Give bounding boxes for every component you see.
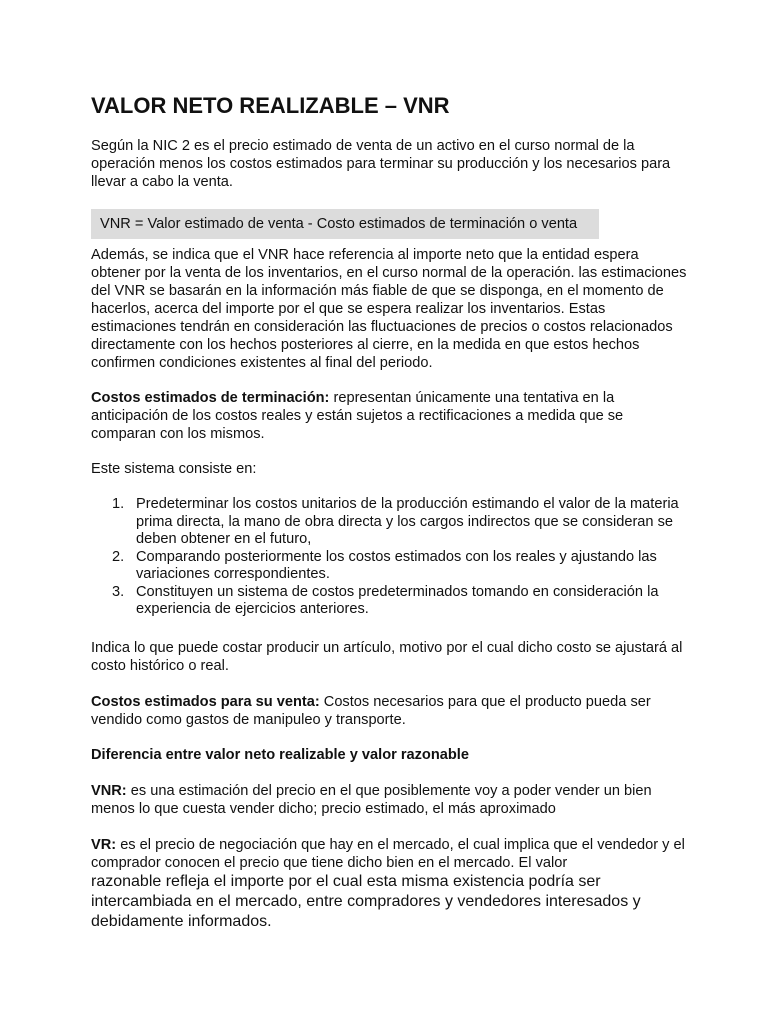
sistema-intro: Este sistema consiste en: — [91, 461, 257, 477]
vr-definition — [91, 836, 691, 872]
vnr-label: VNR: — [91, 783, 127, 799]
costos-terminacion-paragraph — [91, 389, 691, 443]
vnr-text: es una estimación del precio en el que posiblemente voy a poder vender un bien menos lo que cuesta vender dicho; precio estimado, el más aproximado — [91, 783, 652, 817]
costos-venta-label: Costos estimados para su venta: — [91, 694, 320, 710]
costos-terminacion-label: Costos estimados de terminación: — [91, 390, 330, 406]
list-item — [91, 584, 691, 619]
document-title: VALOR NETO REALIZABLE – VNR — [91, 93, 450, 118]
costos-terminacion-text: representan únicamente una tentativa en la anticipación de los costos reales y están sujetos a rectificaciones a medida que se comparan con los mismos. — [91, 390, 624, 442]
indica-paragraph: Indica lo que puede costar producir un artículo, motivo por el cual dicho costo se ajustará al costo histórico o real. — [91, 640, 683, 674]
vnr-definition — [91, 782, 691, 818]
formula-box: VNR = Valor estimado de venta - Costo estimados de terminación o venta — [91, 209, 599, 239]
costos-venta-paragraph — [91, 693, 691, 729]
list-text: Comparando posteriormente los costos estimados con los reales y ajustando las variaciones correspondientes. — [136, 548, 657, 582]
steps-list — [91, 496, 691, 619]
vr-text: es el precio de negociación que hay en el mercado, el cual implica que el vendedor y el comprador conocen el precio que tiene dicho bien en el mercado. El valor — [91, 837, 685, 871]
list-item — [91, 549, 691, 584]
ademas-paragraph: Además, se indica que el VNR hace referencia al importe neto que la entidad espera obtener por la venta de los inventarios, en el curso normal de la operación. las estimaciones del VNR se basarán en la información más fiable de que se disponga, en el momento de hacerlos, acerca del importe por el que se espera realizar los inventarios. Estas estimaciones tendrán en consideración las fluctuaciones de precios o costos relacionados directamente con los hechos posteriores al cierre, en la medida en que estos hechos confirmen condiciones existentes al final del periodo. — [91, 247, 687, 371]
diferencia-heading: Diferencia entre valor neto realizable y valor razonable — [91, 747, 469, 763]
vr-label: VR: — [91, 837, 117, 853]
costos-venta-text: Costos necesarios para que el producto pueda ser vendido como gastos de manipuleo y transporte. — [91, 694, 651, 728]
list-number: 2. — [112, 548, 125, 565]
intro-paragraph: Según la NIC 2 es el precio estimado de venta de un activo en el curso normal de la operación menos los costos estimados para terminar su producción y los necesarios para llevar a cabo la venta. — [91, 138, 671, 190]
list-number: 3. — [112, 583, 125, 600]
list-text: Constituyen un sistema de costos predeterminados tomando en consideración la experiencia de ejercicios anteriores. — [136, 583, 659, 617]
list-item — [91, 496, 691, 549]
vr-definition-continued: razonable refleja el importe por el cual esta misma existencia podría ser intercambiada en el mercado, entre compradores y vendedores interesados y debidamente informados. — [91, 873, 641, 930]
list-number: 1. — [112, 496, 125, 512]
list-text: Predeterminar los costos unitarios de la producción estimando el valor de la materia prima directa, la mano de obra directa y los cargos indirectos que se consideran se deben obtener en el futuro, — [136, 496, 679, 547]
